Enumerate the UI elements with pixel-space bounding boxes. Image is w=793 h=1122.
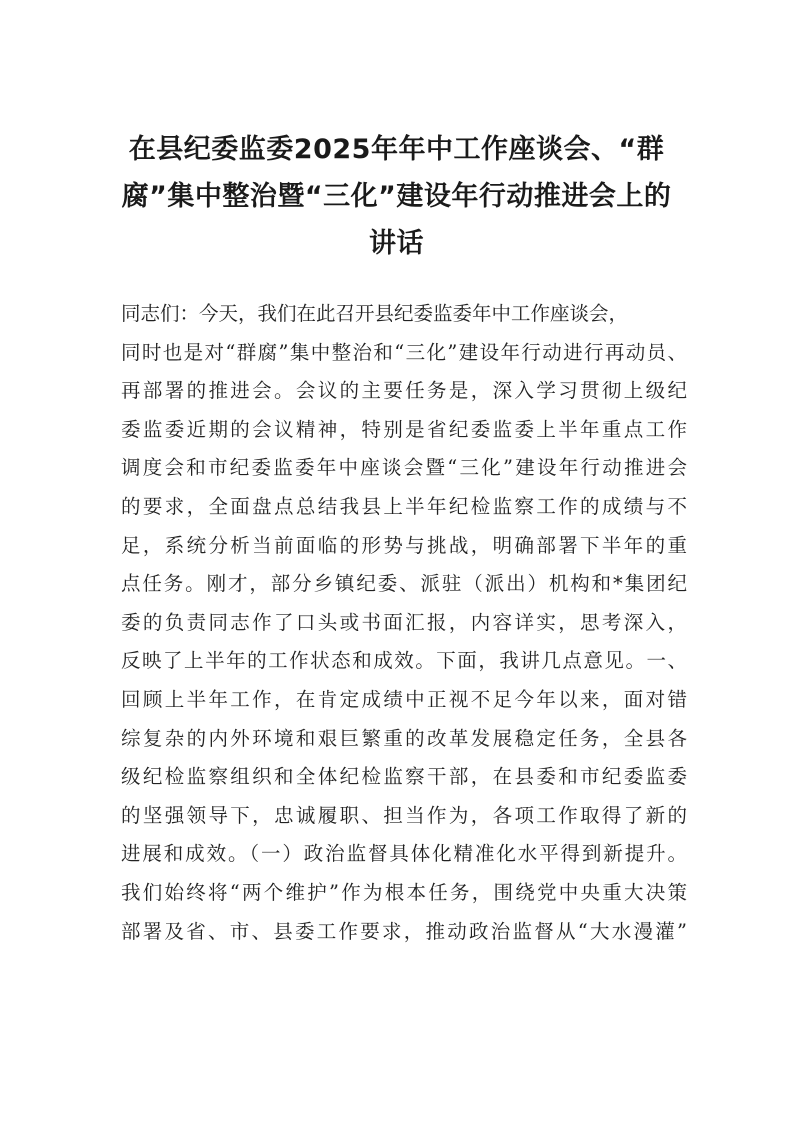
body-line: 委的负责同志作了口头或书面汇报，内容详实，思考深入， — [121, 610, 687, 634]
body-line: 同时也是对“群腐”集中整治和“三化”建设年行动进行再动员、 — [121, 340, 687, 364]
body-line: 回顾上半年工作，在肯定成绩中正视不足今年以来，面对错 — [121, 687, 687, 711]
body-line: 点任务。刚才，部分乡镇纪委、派驻（派出）机构和*集团纪 — [121, 572, 687, 596]
body-line: 足，系统分析当前面临的形势与挑战，明确部署下半年的重 — [121, 533, 687, 557]
body-line: 进展和成效。（一）政治监督具体化精准化水平得到新提升。 — [121, 842, 687, 866]
body-line: 反映了上半年的工作状态和成效。下面，我讲几点意见。一、 — [121, 649, 687, 673]
body-line: 的要求，全面盘点总结我县上半年纪检监察工作的成绩与不 — [121, 494, 687, 518]
body-line: 委监委近期的会议精神，特别是省纪委监委上半年重点工作 — [121, 417, 687, 441]
document-title: 在县纪委监委2025年年中工作座谈会、“群腐”集中整治暨“三化”建设年行动推进会上的讲话 — [121, 134, 672, 259]
body-line: 部署及省、市、县委工作要求，推动政治监督从“大水漫灌” — [121, 919, 687, 943]
body-line: 调度会和市纪委监委年中座谈会暨“三化”建设年行动推进会 — [121, 456, 687, 480]
body-line: 我们始终将“两个维护”作为根本任务，围绕党中央重大决策 — [121, 880, 687, 904]
body-line: 再部署的推进会。会议的主要任务是，深入学习贯彻上级纪 — [121, 379, 687, 403]
body-line: 同志们：今天，我们在此召开县纪委监委年中工作座谈会， — [121, 302, 629, 325]
body-line: 级纪检监察组织和全体纪检监察干部，在县委和市纪委监委 — [121, 765, 687, 789]
body-line: 的坚强领导下，忠诚履职、担当作为，各项工作取得了新的 — [121, 803, 687, 827]
body-line: 综复杂的内外环境和艰巨繁重的改革发展稳定任务，全县各 — [121, 726, 687, 750]
document-body — [121, 295, 687, 951]
